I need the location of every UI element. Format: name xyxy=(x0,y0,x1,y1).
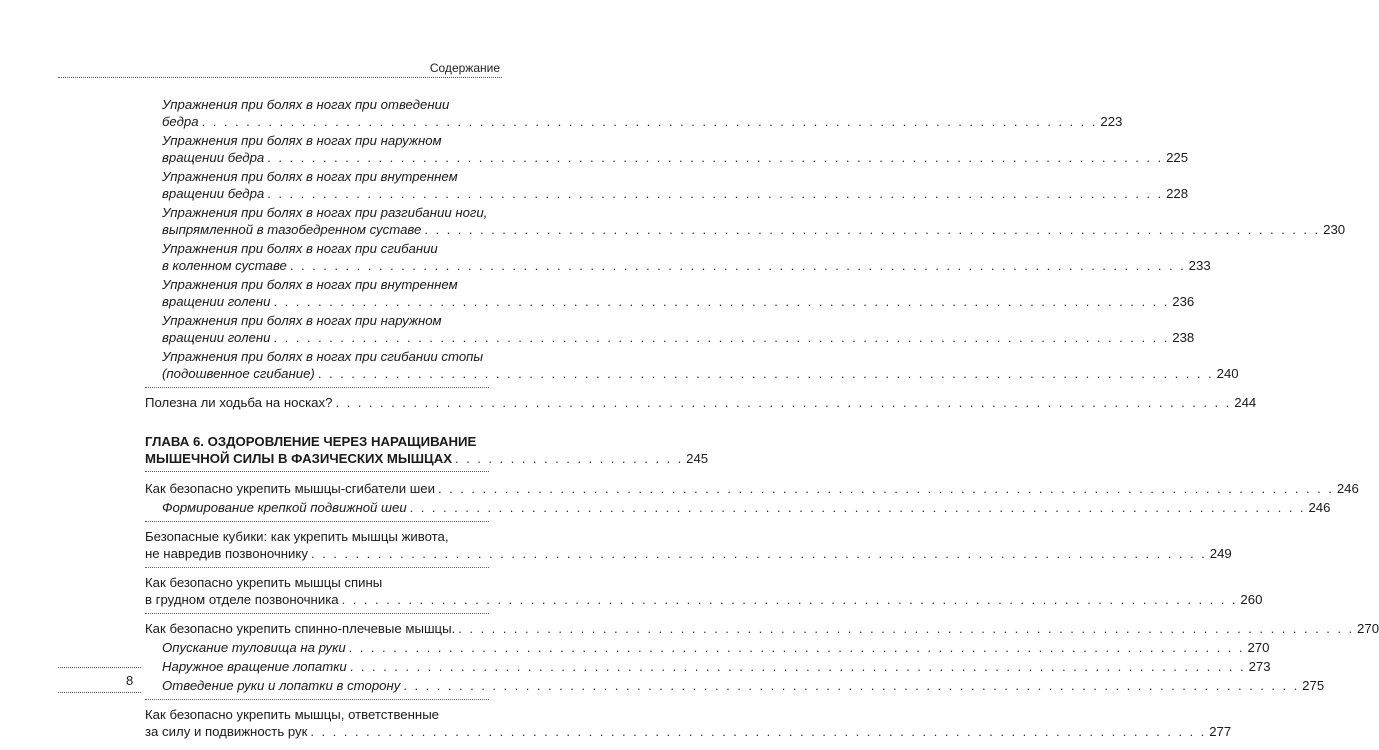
toc-entry-abs[interactable] xyxy=(145,528,1232,562)
toc-entry-hip-internal-rotation[interactable] xyxy=(145,168,1189,202)
leader-dots xyxy=(403,677,1299,694)
leader-dots xyxy=(458,620,1354,637)
chapter-heading[interactable] xyxy=(145,433,709,467)
page-ref: 240 xyxy=(1216,366,1239,381)
entry-text-last: за силу и подвижность рук xyxy=(145,724,308,739)
entry-text-last: Как безопасно укрепить мышцы-сгибатели шеи xyxy=(145,481,436,496)
page-ref: 230 xyxy=(1323,222,1346,237)
page-ref: 223 xyxy=(1100,114,1123,129)
chapter-title-line-1: ГЛАВА 6. ОЗДОРОВЛЕНИЕ ЧЕРЕЗ НАРАЩИВАНИЕ xyxy=(145,434,477,449)
toc-entry-knee-flexion[interactable] xyxy=(145,240,1211,274)
leader-dots xyxy=(318,365,1214,382)
page-ref: 238 xyxy=(1172,330,1195,345)
entry-text: Упражнения при болях в ногах при сгибании стопы xyxy=(162,349,484,364)
entry-text-last: не навредив позвоночнику xyxy=(145,546,308,561)
page-ref: 270 xyxy=(1247,640,1270,655)
section-divider xyxy=(145,521,489,522)
entry-text-last: вращении голени xyxy=(162,294,271,309)
toc-entry-thoracic-back[interactable] xyxy=(145,574,1263,608)
toc-entry-hip-abduction[interactable] xyxy=(145,96,1123,130)
entry-text-last: Опускание туловища на руки xyxy=(162,640,346,655)
chapter-divider xyxy=(145,471,489,472)
section-divider xyxy=(145,387,489,388)
entry-text-last: Отведение руки и лопатки в сторону xyxy=(162,678,401,693)
entry-text-last: в грудном отделе позвоночника xyxy=(145,592,339,607)
header-divider xyxy=(58,77,502,78)
entry-text-last: Наружное вращение лопатки xyxy=(162,659,347,674)
leader-dots: . . . . . . . . . . . . . . . . . . . . . xyxy=(455,451,684,466)
entry-text: Упражнения при болях в ногах при сгибании xyxy=(162,241,438,256)
leader-dots xyxy=(273,293,1169,310)
leader-dots xyxy=(424,221,1320,238)
page-ref: 260 xyxy=(1240,592,1263,607)
entry-text-last: в коленном суставе xyxy=(162,258,287,273)
chapter-title-line-2: МЫШЕЧНОЙ СИЛЫ В ФАЗИЧЕСКИХ МЫШЦАХ xyxy=(145,451,453,466)
footer-divider-bottom xyxy=(58,692,141,693)
page-ref: 277 xyxy=(1209,724,1232,739)
leader-dots xyxy=(335,394,1231,411)
entry-text: Как безопасно укрепить мышцы, ответственные xyxy=(145,707,440,722)
toc-entry-foot-flexion[interactable] xyxy=(145,348,1239,382)
section-divider xyxy=(145,613,489,614)
section-divider xyxy=(145,567,489,568)
leader-dots xyxy=(310,723,1206,740)
leader-dots xyxy=(311,545,1207,562)
entry-text-last: Формирование крепкой подвижной шеи xyxy=(162,500,407,515)
leader-dots xyxy=(202,113,1098,130)
leader-dots xyxy=(267,149,1163,166)
toc-entry-hip-external-rotation[interactable] xyxy=(145,132,1189,166)
leader-dots xyxy=(438,480,1334,497)
entry-text: Упражнения при болях в ногах при наружном xyxy=(162,133,442,148)
leader-dots xyxy=(273,329,1169,346)
leader-dots xyxy=(290,257,1186,274)
page-number: 8 xyxy=(126,673,134,688)
entry-text: Упражнения при болях в ногах при внутреннем xyxy=(162,169,458,184)
leader-dots xyxy=(267,185,1163,202)
toc-entry-neck-flexors[interactable] xyxy=(145,480,1359,497)
leader-dots xyxy=(342,591,1238,608)
entry-text: Как безопасно укрепить мышцы спины xyxy=(145,575,383,590)
toc-entry-shin-external-rotation[interactable] xyxy=(145,312,1195,346)
toc-entry-strong-neck[interactable] xyxy=(145,499,1331,516)
entry-text-last: вращении бедра xyxy=(162,150,265,165)
toc-entry-torso-lowering[interactable] xyxy=(145,639,1270,656)
section-divider xyxy=(145,699,489,700)
toc-entry-arm-abduction[interactable] xyxy=(145,677,1325,694)
page-ref: 275 xyxy=(1302,678,1325,693)
toc-entry-toe-walking[interactable] xyxy=(145,394,1257,411)
leader-dots xyxy=(350,658,1246,675)
entry-text-last: вращении голени xyxy=(162,330,271,345)
entry-text: Упражнения при болях в ногах при внутреннем xyxy=(162,277,458,292)
entry-text: Упражнения при болях в ногах при наружном xyxy=(162,313,442,328)
entry-text-last: бедра xyxy=(162,114,199,129)
entry-text: Безопасные кубики: как укрепить мышцы живота, xyxy=(145,529,449,544)
entry-text-last: Как безопасно укрепить спинно-плечевые мышцы. xyxy=(145,621,456,636)
leader-dots xyxy=(410,499,1306,516)
page-ref: 236 xyxy=(1172,294,1195,309)
leader-dots xyxy=(349,639,1245,656)
toc-entry-leg-extension[interactable] xyxy=(145,204,1346,238)
footer-divider-top xyxy=(58,667,141,668)
entry-text-last: Полезна ли ходьба на носках? xyxy=(145,395,333,410)
page-ref: 273 xyxy=(1248,659,1271,674)
entry-text: Упражнения при болях в ногах при разгибании ноги, xyxy=(162,205,488,220)
entry-text-last: (подошвенное сгибание) xyxy=(162,366,315,381)
table-of-contents xyxy=(145,96,1379,742)
page-ref: 246 xyxy=(1336,481,1359,496)
page-ref: 249 xyxy=(1209,546,1232,561)
toc-entry-scapula-rotation[interactable] xyxy=(145,658,1271,675)
entry-text-last: вращении бедра xyxy=(162,186,265,201)
toc-entry-arm-muscles[interactable] xyxy=(145,706,1232,740)
toc-entry-shoulder-back[interactable] xyxy=(145,620,1379,637)
page-ref: 244 xyxy=(1234,395,1257,410)
page-ref: 228 xyxy=(1166,186,1189,201)
entry-text-last: выпрямленной в тазобедренном суставе xyxy=(162,222,422,237)
page-ref: 225 xyxy=(1166,150,1189,165)
running-header: Содержание xyxy=(429,61,500,75)
page-ref: 233 xyxy=(1188,258,1211,273)
entry-text: Упражнения при болях в ногах при отведении xyxy=(162,97,450,112)
toc-entry-shin-internal-rotation[interactable] xyxy=(145,276,1195,310)
page-ref: 246 xyxy=(1308,500,1331,515)
page-ref: 270 xyxy=(1357,621,1379,636)
page-ref: 245 xyxy=(686,451,709,466)
